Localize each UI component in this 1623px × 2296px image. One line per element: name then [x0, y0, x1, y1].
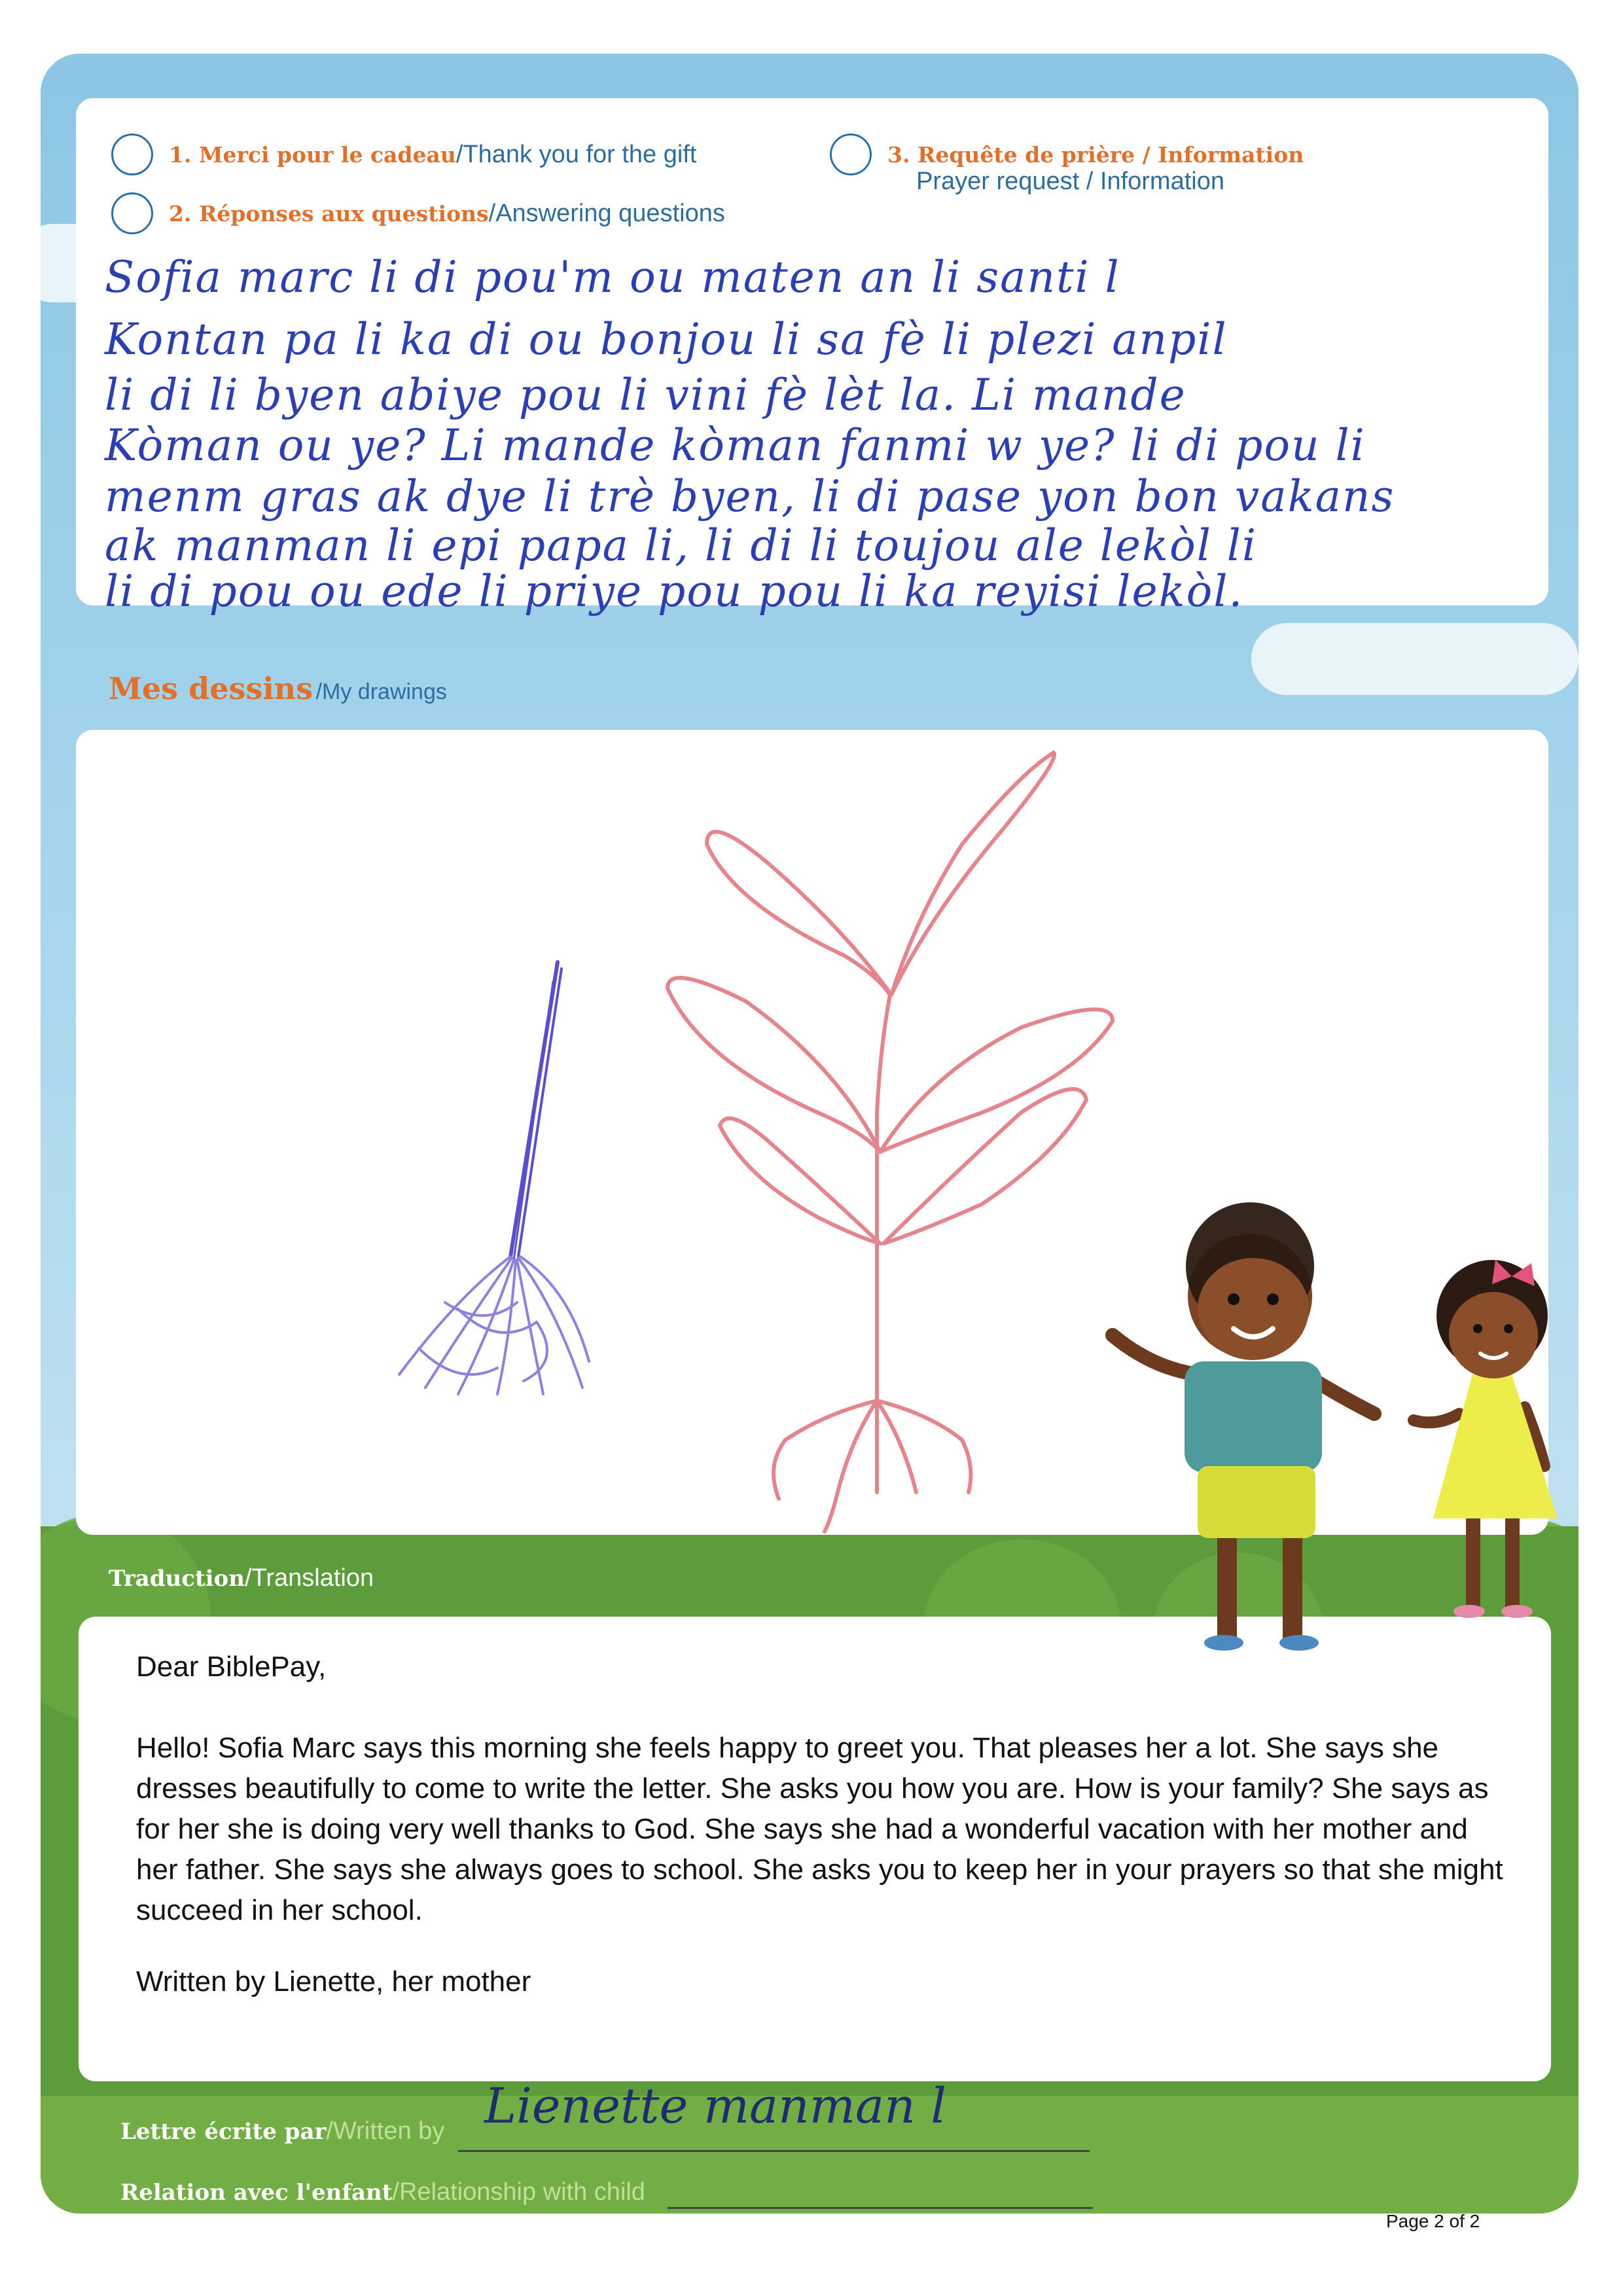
- translation-signoff: Written by Lienette, her mother: [136, 1965, 531, 1998]
- option-label-fr: 3. Requête de prière / Information: [887, 141, 1304, 168]
- option-label-fr: 1. Merci pour le cadeau: [169, 141, 456, 168]
- option-slash: /: [488, 199, 496, 227]
- broom-drawing: [399, 962, 589, 1394]
- option-label-en: Answering questions: [495, 199, 725, 227]
- relationship-label: [120, 2178, 645, 2206]
- translation-greeting: Dear BiblePay,: [136, 1651, 327, 1683]
- written-by-label-fr: Lettre écrite par: [120, 2119, 327, 2145]
- option-label-en: Prayer request / Information: [916, 168, 1224, 195]
- relationship-line: [668, 2207, 1093, 2209]
- plant-drawing: [668, 753, 1113, 1532]
- handwritten-line: Kòman ou ye? Li mande kòman fanmi w ye? li di pou li: [105, 420, 1366, 471]
- translation-heading-en: /Translation: [244, 1564, 374, 1592]
- handwritten-line: Kontan pa li ka di ou bonjou li sa fè li plezi anpil: [105, 314, 1228, 365]
- relationship-label-fr: Relation avec l'enfant: [120, 2179, 393, 2206]
- option-label-en: Thank you for the gift: [463, 140, 697, 168]
- written-by-label: [120, 2117, 444, 2145]
- written-by-line: [458, 2150, 1090, 2152]
- written-by-signature[interactable]: Lienette manman l: [484, 2078, 946, 2134]
- handwritten-line: Sofia marc li di pou'm ou maten an li santi l: [105, 252, 1120, 302]
- option-label-fr: 2. Réponses aux questions: [169, 200, 489, 226]
- drawings-heading-fr: Mes dessins: [109, 671, 313, 706]
- translation-heading-fr: Traduction: [109, 1566, 245, 1592]
- written-by-label-en: /Written by: [326, 2117, 445, 2145]
- boy-illustration: [1113, 1202, 1374, 1651]
- option-slash: /: [455, 140, 463, 168]
- page-number: Page 2 of 2: [1386, 2211, 1480, 2231]
- handwritten-line: li di li byen abiye pou li vini fè lèt la. Li mande: [105, 370, 1186, 420]
- translation-heading: [109, 1564, 374, 1592]
- translation-body: Hello! Sofia Marc says this morning she feels happy to greet you. That pleases her a lot. She says she dresses beautifully to come to write the letter. She asks you how you are. How is your family? She says as for her she is doing very well thanks to God. She says she had a wonderful vacation with her mother and her father. She says she always goes to school. She asks you to keep her in your prayers so that she might succeed in her school.: [136, 1732, 1503, 1926]
- drawings-heading-en: /My drawings: [315, 679, 447, 704]
- girl-illustration: [1414, 1260, 1558, 1618]
- relationship-label-en: /Relationship with child: [392, 2178, 645, 2206]
- handwritten-line: menm gras ak dye li trè byen, li di pase yon bon vakans: [105, 471, 1395, 522]
- handwritten-line: li di pou ou ede li priye pou pou li ka reyisi lekòl.: [105, 566, 1244, 617]
- handwritten-line: ak manman li epi papa li, li di li toujou ale lekòl li: [105, 520, 1257, 571]
